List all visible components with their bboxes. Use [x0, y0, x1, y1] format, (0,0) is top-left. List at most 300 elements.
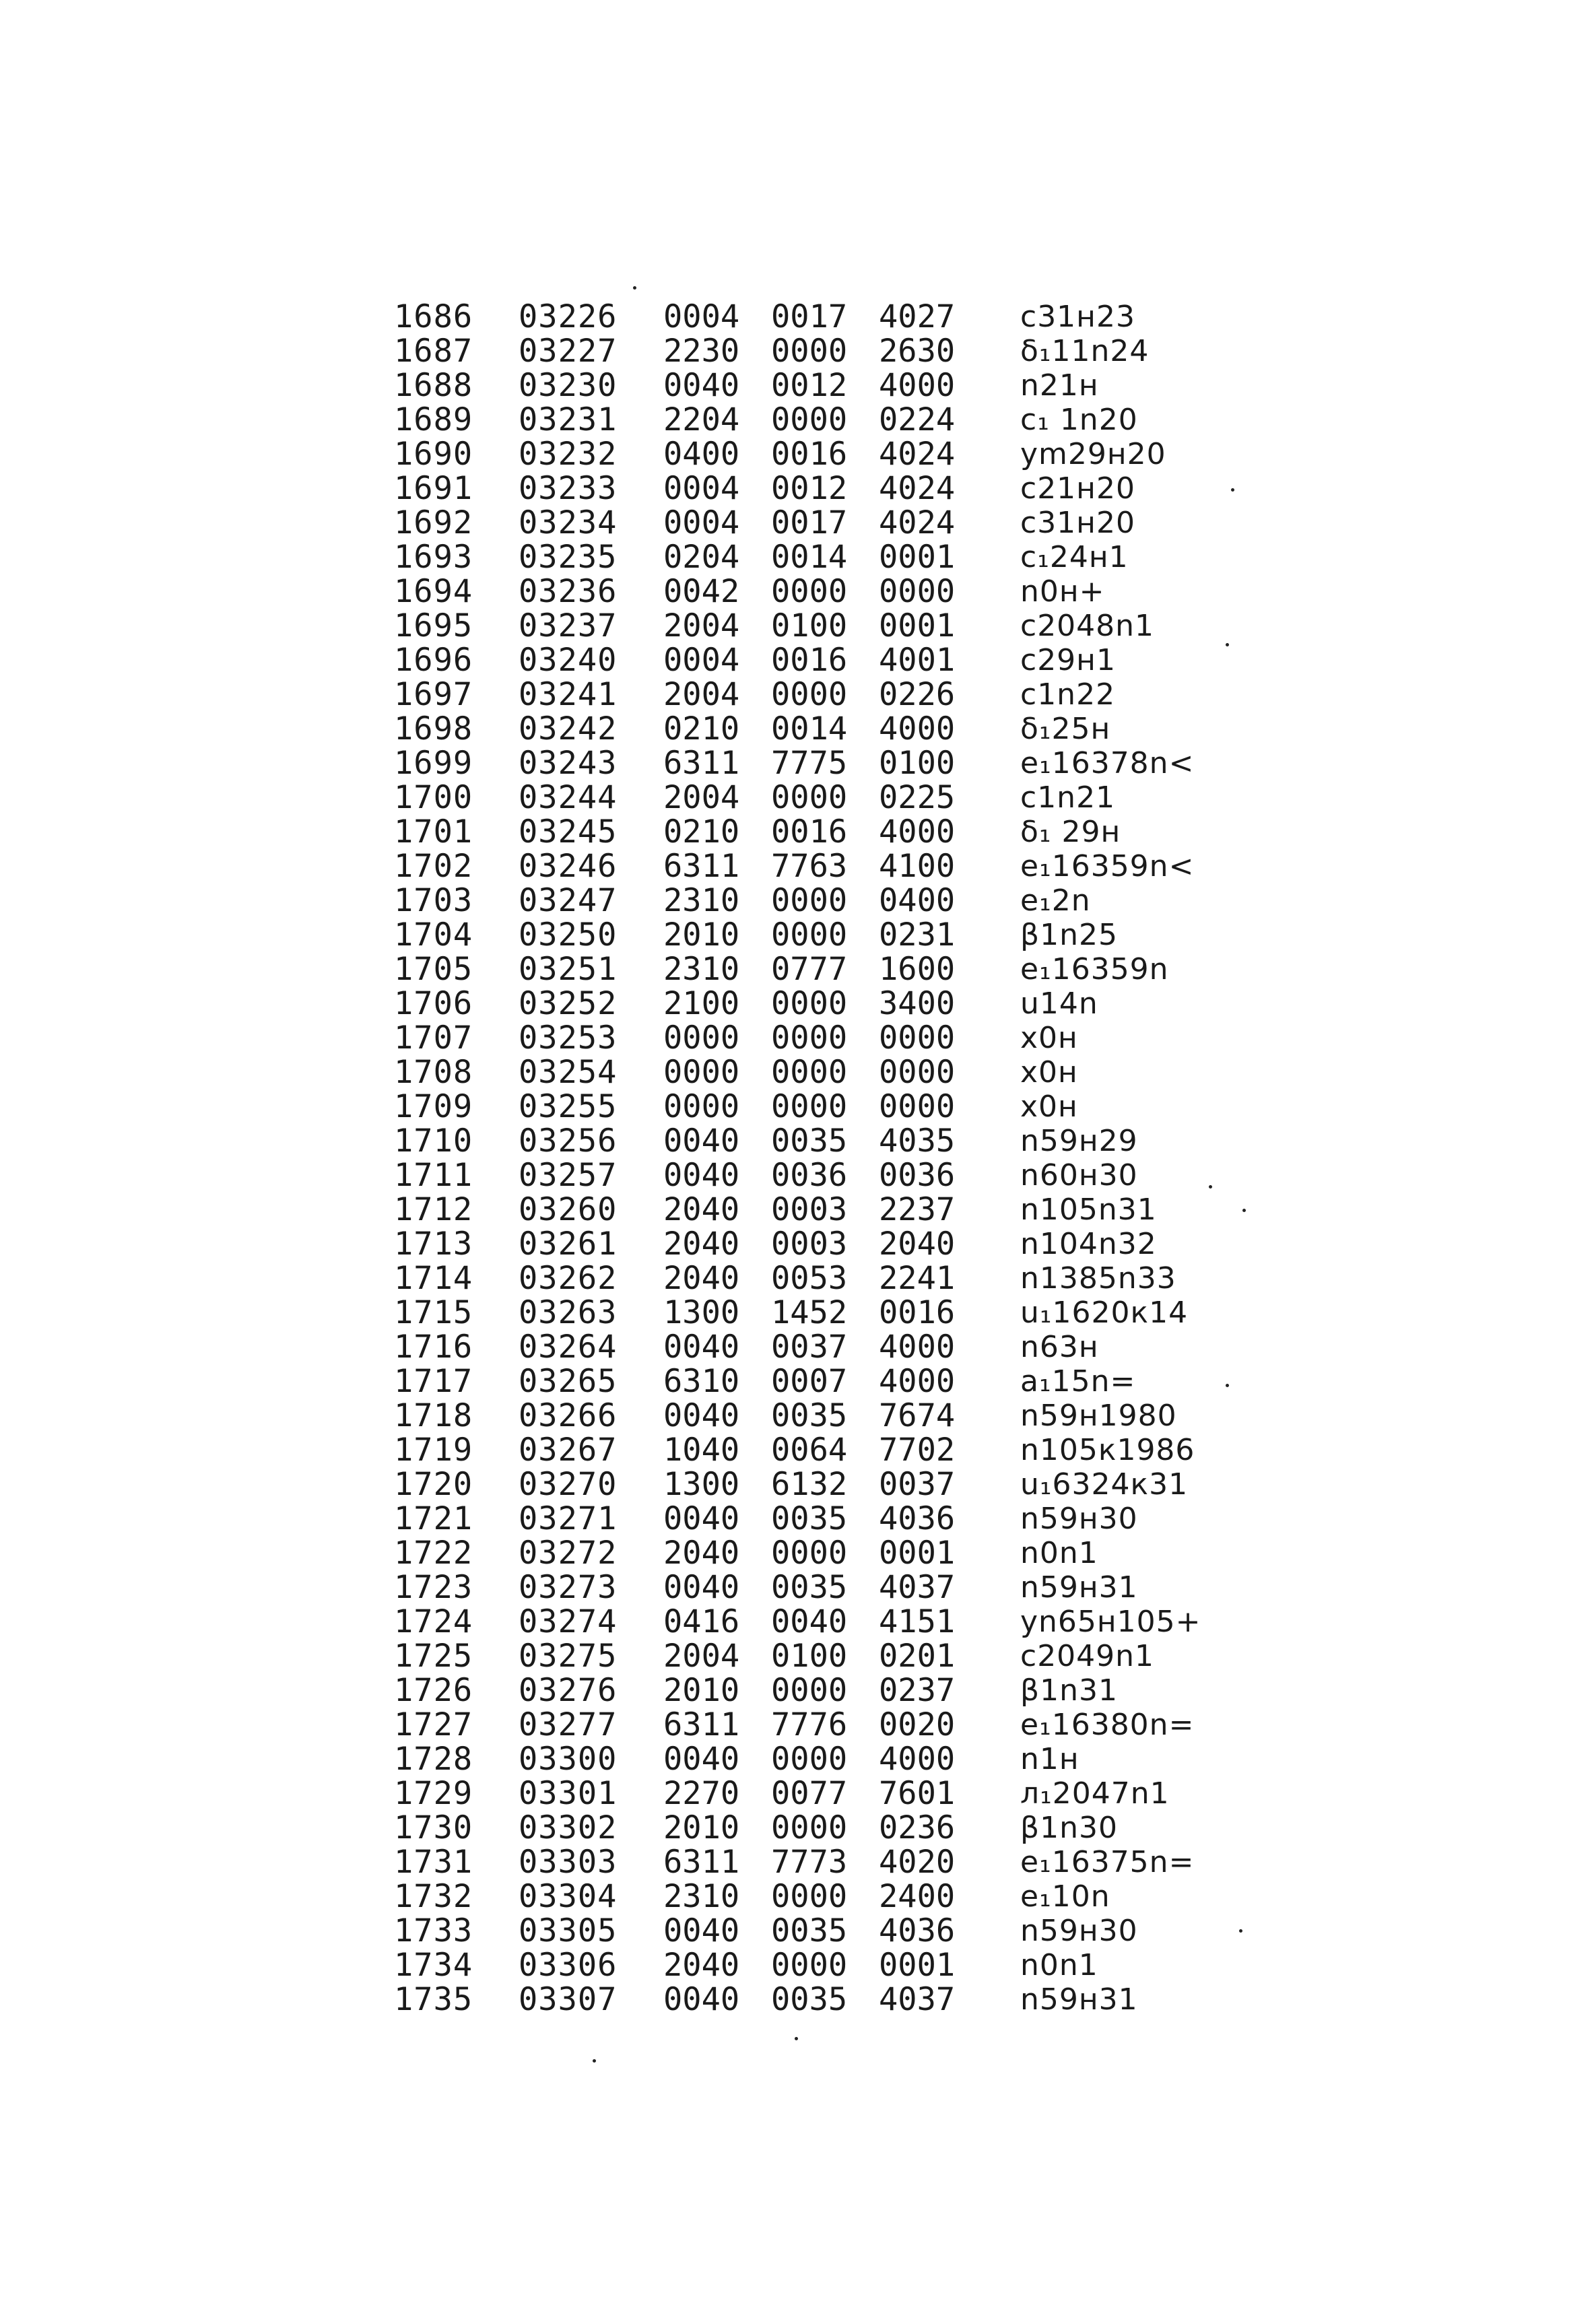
word-3: 2630	[879, 333, 956, 370]
word-3: 1600	[879, 951, 956, 988]
line-number: 1689	[394, 401, 473, 438]
word-1: 1300	[663, 1294, 740, 1331]
listing-row	[394, 780, 1269, 815]
line-number: 1715	[394, 1294, 473, 1331]
line-number: 1720	[394, 1466, 473, 1503]
address: 03306	[519, 1947, 618, 1984]
listing-row	[394, 1811, 1269, 1845]
line-number: 1694	[394, 573, 473, 610]
line-number: 1696	[394, 642, 473, 679]
word-2: 0007	[771, 1363, 848, 1400]
line-number: 1695	[394, 607, 473, 644]
print-speck	[593, 2059, 596, 2063]
mnemonic-comment: n0n1	[1020, 1536, 1098, 1570]
word-1: 0040	[663, 1981, 740, 2018]
mnemonic-comment: u₁1620к14	[1020, 1296, 1189, 1330]
mnemonic-comment: δ₁11n24	[1020, 334, 1150, 368]
address: 03270	[519, 1466, 618, 1503]
listing-row	[394, 1708, 1269, 1742]
address: 03244	[519, 779, 618, 816]
word-3: 4036	[879, 1912, 956, 1949]
line-number: 1727	[394, 1706, 473, 1743]
word-2: 0000	[771, 1878, 848, 1915]
word-3: 4024	[879, 436, 956, 473]
word-2: 0036	[771, 1157, 848, 1194]
address: 03261	[519, 1226, 618, 1263]
listing-row	[394, 1914, 1269, 1948]
word-3: 4000	[879, 367, 956, 404]
word-1: 2040	[663, 1535, 740, 1572]
word-3: 4000	[879, 813, 956, 850]
address: 03257	[519, 1157, 618, 1194]
word-1: 2040	[663, 1191, 740, 1228]
listing-row	[394, 1639, 1269, 1673]
address: 03235	[519, 539, 618, 576]
listing-row	[394, 1776, 1269, 1811]
address: 03252	[519, 985, 618, 1022]
word-2: 0000	[771, 676, 848, 713]
line-number: 1686	[394, 298, 473, 335]
word-1: 0004	[663, 470, 740, 507]
line-number: 1705	[394, 951, 473, 988]
word-3: 4024	[879, 470, 956, 507]
word-1: 0040	[663, 1912, 740, 1949]
word-2: 0000	[771, 1054, 848, 1091]
word-2: 7773	[771, 1844, 848, 1881]
word-2: 0014	[771, 710, 848, 747]
line-number: 1733	[394, 1912, 473, 1949]
line-number: 1693	[394, 539, 473, 576]
word-3: 4036	[879, 1500, 956, 1537]
word-3: 0236	[879, 1809, 956, 1846]
word-1: 2310	[663, 951, 740, 988]
line-number: 1716	[394, 1329, 473, 1366]
line-number: 1722	[394, 1535, 473, 1572]
line-number: 1703	[394, 882, 473, 919]
line-number: 1717	[394, 1363, 473, 1400]
word-3: 4100	[879, 848, 956, 885]
word-2: 0000	[771, 1672, 848, 1709]
address: 03301	[519, 1775, 618, 1812]
word-2: 0035	[771, 1123, 848, 1160]
listing-row	[394, 368, 1269, 403]
address: 03304	[519, 1878, 618, 1915]
print-speck	[1226, 643, 1229, 646]
word-3: 0225	[879, 779, 956, 816]
word-1: 0040	[663, 1329, 740, 1366]
word-3: 4020	[879, 1844, 956, 1881]
address: 03240	[519, 642, 618, 679]
line-number: 1710	[394, 1123, 473, 1160]
listing-row	[394, 712, 1269, 746]
line-number: 1724	[394, 1603, 473, 1640]
line-number: 1690	[394, 436, 473, 473]
mnemonic-comment: c1n22	[1020, 677, 1116, 712]
listing-row	[394, 1742, 1269, 1776]
word-1: 0040	[663, 1123, 740, 1160]
word-2: 0017	[771, 504, 848, 541]
mnemonic-comment: δ₁ 29н	[1020, 815, 1121, 849]
address: 03303	[519, 1844, 618, 1881]
word-1: 0004	[663, 642, 740, 679]
listing-row	[394, 1364, 1269, 1399]
listing-row	[394, 746, 1269, 780]
mnemonic-comment: yn65н105+	[1020, 1605, 1201, 1639]
mnemonic-comment: n21н	[1020, 368, 1099, 403]
address: 03265	[519, 1363, 618, 1400]
word-3: 4037	[879, 1981, 956, 2018]
line-number: 1721	[394, 1500, 473, 1537]
mnemonic-comment: n59н29	[1020, 1124, 1138, 1158]
mnemonic-comment: n63н	[1020, 1330, 1099, 1364]
line-number: 1711	[394, 1157, 473, 1194]
word-1: 2004	[663, 607, 740, 644]
address: 03263	[519, 1294, 618, 1331]
word-2: 0040	[771, 1603, 848, 1640]
address: 03255	[519, 1088, 618, 1125]
mnemonic-comment: e₁16375n=	[1020, 1845, 1195, 1879]
listing-row	[394, 952, 1269, 986]
word-2: 0000	[771, 1019, 848, 1057]
line-number: 1698	[394, 710, 473, 747]
listing-row	[394, 677, 1269, 712]
word-3: 2040	[879, 1226, 956, 1263]
word-2: 0000	[771, 1809, 848, 1846]
word-2: 0000	[771, 333, 848, 370]
mnemonic-comment: e₁16378n<	[1020, 746, 1195, 780]
listing-row	[394, 1982, 1269, 2017]
word-3: 0001	[879, 607, 956, 644]
listing-row	[394, 643, 1269, 677]
word-1: 0210	[663, 813, 740, 850]
word-3: 7674	[879, 1397, 956, 1434]
word-2: 0000	[771, 779, 848, 816]
address: 03267	[519, 1432, 618, 1469]
mnemonic-comment: ym29н20	[1020, 437, 1166, 471]
address: 03234	[519, 504, 618, 541]
word-3: 3400	[879, 985, 956, 1022]
listing-row	[394, 1227, 1269, 1261]
word-3: 0231	[879, 916, 956, 953]
mnemonic-comment: n0н+	[1020, 574, 1105, 609]
word-2: 0037	[771, 1329, 848, 1366]
address: 03237	[519, 607, 618, 644]
mnemonic-comment: n1н	[1020, 1742, 1079, 1776]
line-number: 1697	[394, 676, 473, 713]
word-3: 0037	[879, 1466, 956, 1503]
mnemonic-comment: n59н31	[1020, 1570, 1138, 1605]
word-1: 6311	[663, 745, 740, 782]
address: 03253	[519, 1019, 618, 1057]
mnemonic-comment: n60н30	[1020, 1158, 1138, 1193]
word-1: 6311	[663, 848, 740, 885]
word-2: 0100	[771, 1638, 848, 1675]
mnemonic-comment: c2048n1	[1020, 609, 1155, 643]
line-number: 1726	[394, 1672, 473, 1709]
mnemonic-comment: u₁6324к31	[1020, 1467, 1189, 1502]
print-speck	[1239, 1929, 1242, 1933]
line-number: 1702	[394, 848, 473, 885]
line-number: 1699	[394, 745, 473, 782]
word-3: 0000	[879, 1019, 956, 1057]
listing-row	[394, 918, 1269, 952]
address: 03251	[519, 951, 618, 988]
word-2: 0000	[771, 916, 848, 953]
address: 03233	[519, 470, 618, 507]
word-2: 0000	[771, 1088, 848, 1125]
print-speck	[795, 2037, 798, 2040]
word-3: 0016	[879, 1294, 956, 1331]
word-3: 0001	[879, 539, 956, 576]
listing-row	[394, 1673, 1269, 1708]
listing-row	[394, 1536, 1269, 1570]
word-3: 4000	[879, 1363, 956, 1400]
listing-row	[394, 1193, 1269, 1227]
address: 03272	[519, 1535, 618, 1572]
word-2: 0017	[771, 298, 848, 335]
address: 03245	[519, 813, 618, 850]
listing-row	[394, 471, 1269, 506]
word-1: 0004	[663, 298, 740, 335]
word-2: 0035	[771, 1500, 848, 1537]
mnemonic-comment: e₁16359n<	[1020, 849, 1195, 883]
address: 03227	[519, 333, 618, 370]
word-3: 4000	[879, 710, 956, 747]
address: 03236	[519, 573, 618, 610]
address: 03300	[519, 1741, 618, 1778]
word-3: 0100	[879, 745, 956, 782]
word-2: 0077	[771, 1775, 848, 1812]
address: 03247	[519, 882, 618, 919]
word-1: 0416	[663, 1603, 740, 1640]
listing-row	[394, 574, 1269, 609]
mnemonic-comment: e₁16359n	[1020, 952, 1169, 986]
address: 03260	[519, 1191, 618, 1228]
word-1: 2004	[663, 676, 740, 713]
listing-row	[394, 1261, 1269, 1296]
print-speck	[1242, 1209, 1246, 1212]
word-1: 0042	[663, 573, 740, 610]
mnemonic-comment: n0n1	[1020, 1948, 1098, 1982]
listing-row	[394, 1467, 1269, 1502]
line-number: 1734	[394, 1947, 473, 1984]
word-2: 0000	[771, 1947, 848, 1984]
listing-row	[394, 815, 1269, 849]
listing-row	[394, 437, 1269, 471]
line-number: 1735	[394, 1981, 473, 2018]
word-2: 0064	[771, 1432, 848, 1469]
address: 03231	[519, 401, 618, 438]
word-3: 2241	[879, 1260, 956, 1297]
mnemonic-comment: n104n32	[1020, 1227, 1157, 1261]
mnemonic-comment: c₁ 1n20	[1020, 403, 1138, 437]
word-2: 0000	[771, 985, 848, 1022]
listing-row	[394, 1502, 1269, 1536]
word-1: 6311	[663, 1706, 740, 1743]
address: 03242	[519, 710, 618, 747]
mnemonic-comment: n105к1986	[1020, 1433, 1195, 1467]
listing-row	[394, 1399, 1269, 1433]
word-1: 2310	[663, 882, 740, 919]
word-1: 0210	[663, 710, 740, 747]
word-3: 0000	[879, 1054, 956, 1091]
address: 03243	[519, 745, 618, 782]
listing-row	[394, 403, 1269, 437]
word-1: 0040	[663, 1569, 740, 1606]
listing-row	[394, 1570, 1269, 1605]
word-2: 7775	[771, 745, 848, 782]
word-3: 0400	[879, 882, 956, 919]
line-number: 1707	[394, 1019, 473, 1057]
word-2: 0035	[771, 1397, 848, 1434]
word-1: 2270	[663, 1775, 740, 1812]
mnemonic-comment: л₁2047n1	[1020, 1776, 1170, 1811]
word-2: 0035	[771, 1981, 848, 2018]
address: 03276	[519, 1672, 618, 1709]
word-3: 4027	[879, 298, 956, 335]
word-3: 0001	[879, 1535, 956, 1572]
listing-row	[394, 1433, 1269, 1467]
mnemonic-comment: n1385n33	[1020, 1261, 1176, 1296]
word-1: 0000	[663, 1088, 740, 1125]
mnemonic-comment: u14n	[1020, 986, 1098, 1021]
word-3: 0001	[879, 1947, 956, 1984]
word-1: 0040	[663, 1741, 740, 1778]
address: 03250	[519, 916, 618, 953]
line-number: 1713	[394, 1226, 473, 1263]
word-2: 0014	[771, 539, 848, 576]
word-1: 0040	[663, 1500, 740, 1537]
mnemonic-comment: x0н	[1020, 1021, 1078, 1055]
listing-row	[394, 506, 1269, 540]
word-1: 6311	[663, 1844, 740, 1881]
line-number: 1687	[394, 333, 473, 370]
line-number: 1704	[394, 916, 473, 953]
listing-row	[394, 1021, 1269, 1055]
word-2: 1452	[771, 1294, 848, 1331]
word-3: 2400	[879, 1878, 956, 1915]
word-3: 0036	[879, 1157, 956, 1194]
word-2: 0003	[771, 1191, 848, 1228]
address: 03246	[519, 848, 618, 885]
word-2: 0000	[771, 1741, 848, 1778]
address: 03305	[519, 1912, 618, 1949]
word-3: 4151	[879, 1603, 956, 1640]
mnemonic-comment: β1n30	[1020, 1811, 1118, 1845]
print-speck	[1226, 1384, 1229, 1387]
word-3: 0201	[879, 1638, 956, 1675]
address: 03271	[519, 1500, 618, 1537]
listing-row	[394, 334, 1269, 368]
line-number: 1718	[394, 1397, 473, 1434]
line-number: 1730	[394, 1809, 473, 1846]
mnemonic-comment: a₁15n=	[1020, 1364, 1136, 1399]
listing-row	[394, 849, 1269, 883]
line-number: 1714	[394, 1260, 473, 1297]
word-1: 2310	[663, 1878, 740, 1915]
line-number: 1700	[394, 779, 473, 816]
line-number: 1688	[394, 367, 473, 404]
word-1: 6310	[663, 1363, 740, 1400]
word-2: 0035	[771, 1912, 848, 1949]
listing-row	[394, 609, 1269, 643]
line-number: 1729	[394, 1775, 473, 1812]
listing-row	[394, 300, 1269, 334]
mnemonic-comment: n59н30	[1020, 1914, 1138, 1948]
word-1: 2100	[663, 985, 740, 1022]
word-1: 2040	[663, 1260, 740, 1297]
word-2: 0000	[771, 1535, 848, 1572]
listing-row	[394, 1158, 1269, 1193]
word-1: 0004	[663, 504, 740, 541]
mnemonic-comment: x0н	[1020, 1055, 1078, 1090]
word-1: 2010	[663, 916, 740, 953]
line-number: 1731	[394, 1844, 473, 1881]
word-2: 0003	[771, 1226, 848, 1263]
print-speck	[633, 286, 636, 290]
mnemonic-comment: c31н20	[1020, 506, 1135, 540]
mnemonic-comment: n59н1980	[1020, 1399, 1177, 1433]
line-number: 1706	[394, 985, 473, 1022]
listing-row	[394, 1124, 1269, 1158]
word-2: 0000	[771, 573, 848, 610]
word-3: 4024	[879, 504, 956, 541]
mnemonic-comment: c2049n1	[1020, 1639, 1155, 1673]
listing-row	[394, 1090, 1269, 1124]
word-1: 0040	[663, 367, 740, 404]
mnemonic-comment: e₁2n	[1020, 883, 1091, 918]
listing-row	[394, 1948, 1269, 1982]
mnemonic-comment: c31н23	[1020, 300, 1135, 334]
listing-row	[394, 1330, 1269, 1364]
word-2: 0016	[771, 813, 848, 850]
word-3: 0226	[879, 676, 956, 713]
word-2: 0016	[771, 436, 848, 473]
word-1: 0040	[663, 1157, 740, 1194]
word-3: 2237	[879, 1191, 956, 1228]
word-1: 2010	[663, 1672, 740, 1709]
address: 03266	[519, 1397, 618, 1434]
word-3: 0224	[879, 401, 956, 438]
listing-row	[394, 1296, 1269, 1330]
word-2: 0100	[771, 607, 848, 644]
word-3: 0020	[879, 1706, 956, 1743]
line-number: 1732	[394, 1878, 473, 1915]
word-2: 0053	[771, 1260, 848, 1297]
mnemonic-comment: c1n21	[1020, 780, 1116, 815]
word-1: 0000	[663, 1054, 740, 1091]
mnemonic-comment: c21н20	[1020, 471, 1135, 506]
word-1: 1040	[663, 1432, 740, 1469]
mnemonic-comment: n105n31	[1020, 1193, 1157, 1227]
address: 03232	[519, 436, 618, 473]
word-1: 0000	[663, 1019, 740, 1057]
word-3: 4035	[879, 1123, 956, 1160]
line-number: 1723	[394, 1569, 473, 1606]
listing-row	[394, 1605, 1269, 1639]
address: 03275	[519, 1638, 618, 1675]
mnemonic-comment: n59н30	[1020, 1502, 1138, 1536]
listing-row	[394, 1845, 1269, 1879]
word-3: 4037	[879, 1569, 956, 1606]
mnemonic-comment: e₁10n	[1020, 1879, 1110, 1914]
word-1: 2004	[663, 1638, 740, 1675]
word-2: 0016	[771, 642, 848, 679]
address: 03274	[519, 1603, 618, 1640]
word-2: 7763	[771, 848, 848, 885]
print-speck	[1231, 488, 1234, 492]
listing-row	[394, 1879, 1269, 1914]
